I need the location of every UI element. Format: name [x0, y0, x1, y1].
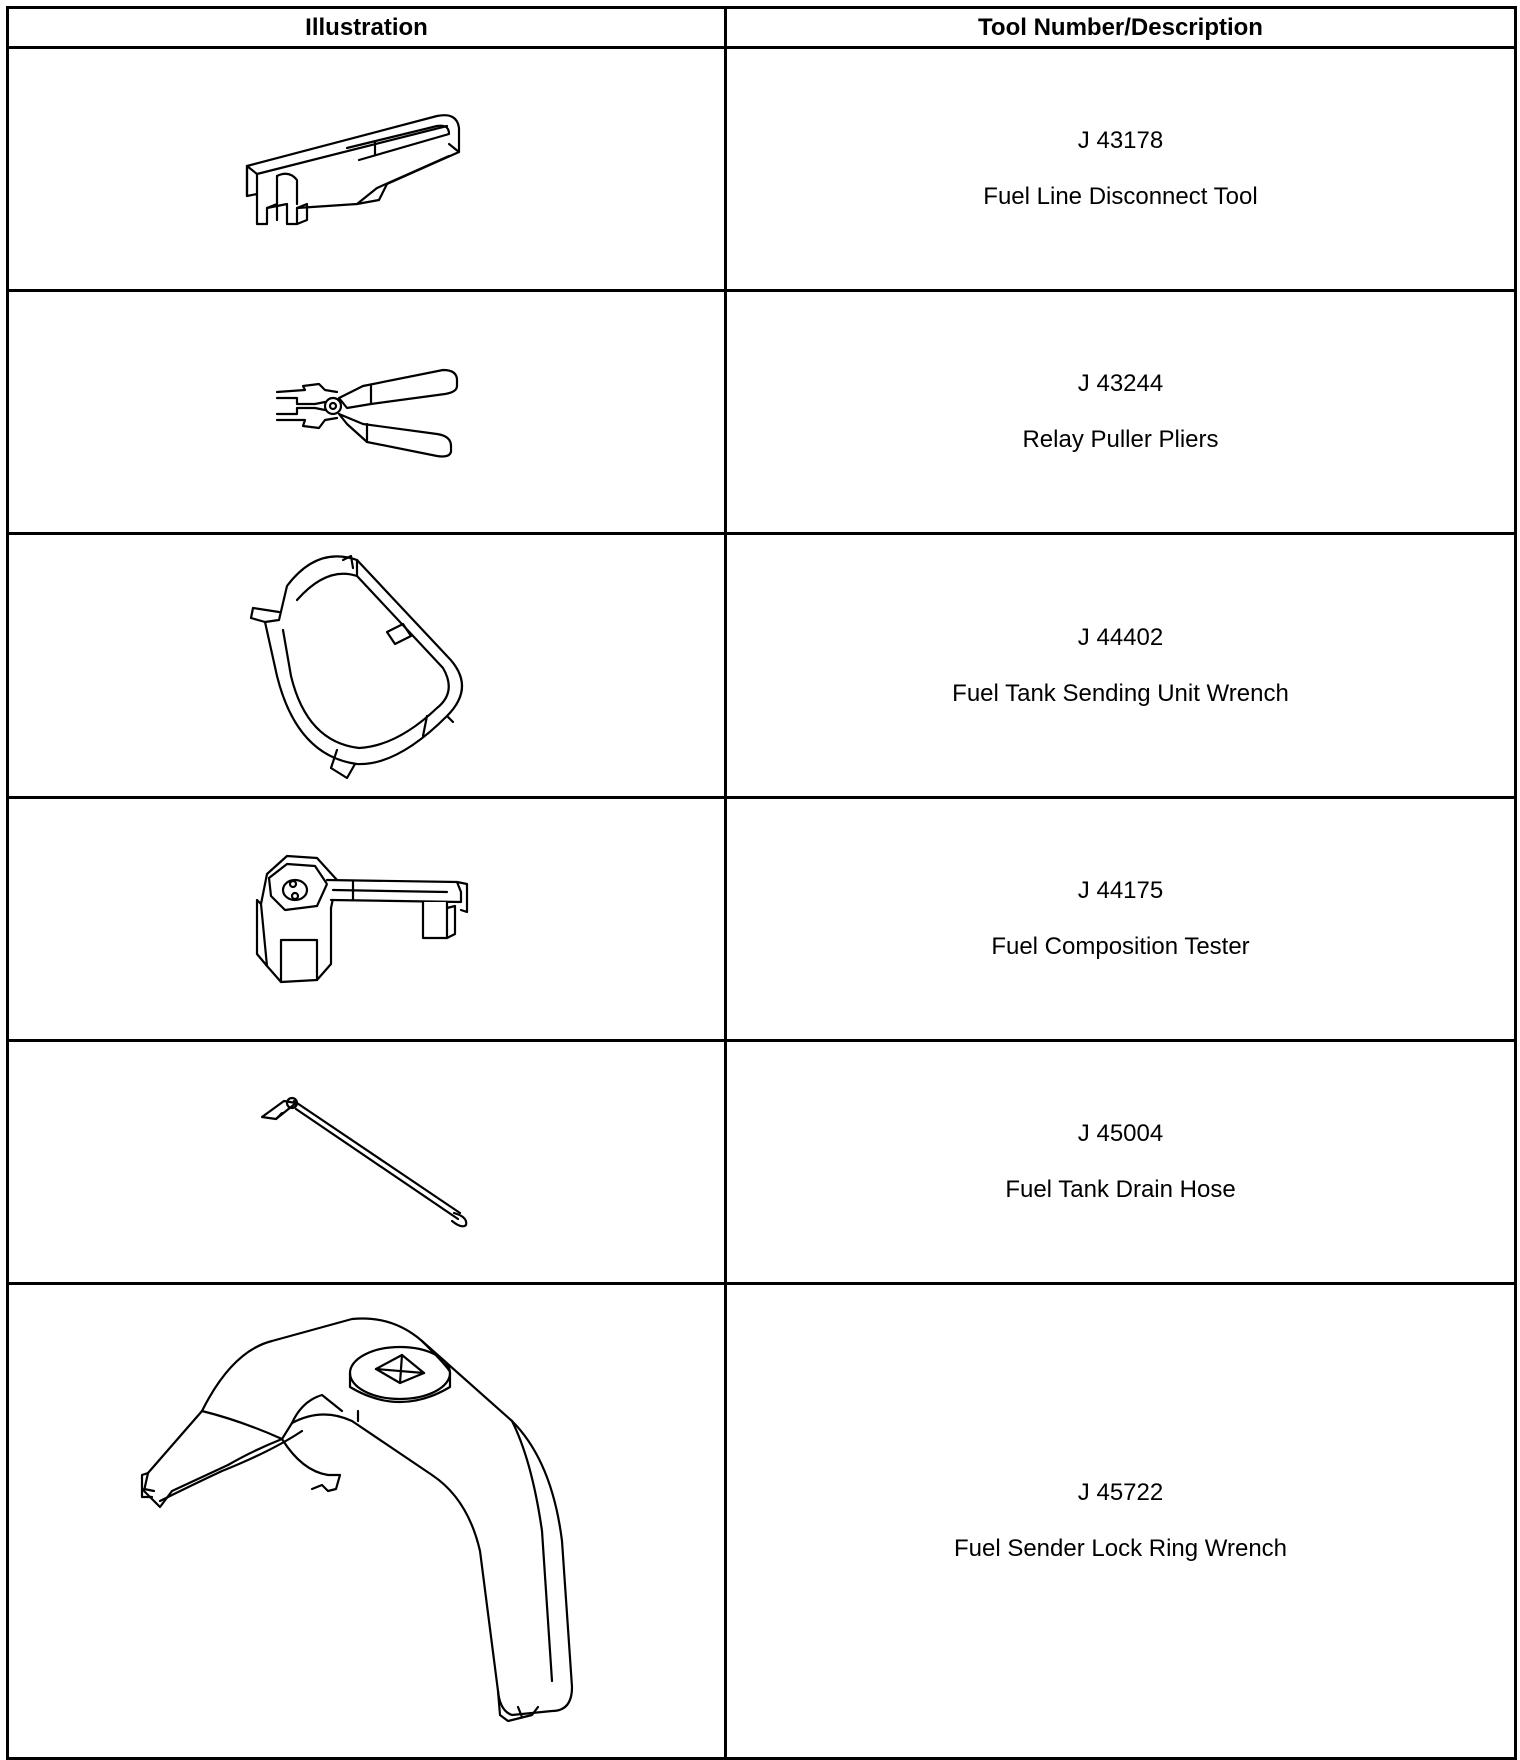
tool-cell — [726, 534, 1516, 798]
fuel-line-disconnect-tool-icon — [237, 104, 497, 234]
tool-description: Fuel Line Disconnect Tool — [983, 183, 1258, 210]
tool-description: Fuel Sender Lock Ring Wrench — [953, 1535, 1288, 1562]
illustration-cell — [8, 48, 726, 291]
table-row — [8, 798, 1516, 1041]
tool-cell — [726, 1041, 1516, 1284]
tool-number: J 45004 — [1077, 1120, 1164, 1147]
tool-description: Fuel Composition Tester — [991, 933, 1250, 960]
table-row — [8, 291, 1516, 534]
fuel-composition-tester-icon — [247, 844, 487, 994]
illustration-cell — [8, 534, 726, 798]
illustration-cell — [8, 798, 726, 1041]
tool-number: J 45722 — [1077, 1479, 1164, 1506]
illustration-cell — [8, 1041, 726, 1284]
tool-cell — [726, 798, 1516, 1041]
tool-number: J 43244 — [1077, 370, 1164, 397]
drain-hose-icon — [252, 1087, 482, 1237]
special-tools-table — [6, 6, 1517, 1760]
table-row — [8, 48, 1516, 291]
tool-number: J 44402 — [1077, 623, 1164, 651]
tool-cell — [726, 291, 1516, 534]
sending-unit-wrench-icon — [247, 546, 487, 786]
tool-number: J 43178 — [1077, 127, 1164, 154]
tool-header: Tool Number/Description — [726, 8, 1516, 48]
table-row — [8, 1041, 1516, 1284]
illustration-cell — [8, 291, 726, 534]
tool-description: Relay Puller Pliers — [1022, 426, 1219, 453]
table-row — [8, 1284, 1516, 1759]
table-row — [8, 534, 1516, 798]
illustration-cell — [8, 1284, 726, 1759]
tool-number: J 44175 — [1077, 877, 1164, 904]
tool-description: Fuel Tank Sending Unit Wrench — [952, 679, 1289, 707]
header-row — [8, 8, 1516, 48]
tool-cell — [726, 1284, 1516, 1759]
tool-cell — [726, 48, 1516, 291]
lock-ring-wrench-icon — [132, 1311, 602, 1731]
tool-description: Fuel Tank Drain Hose — [1005, 1176, 1236, 1203]
relay-puller-pliers-icon — [267, 362, 467, 462]
illustration-header: Illustration — [8, 8, 726, 48]
